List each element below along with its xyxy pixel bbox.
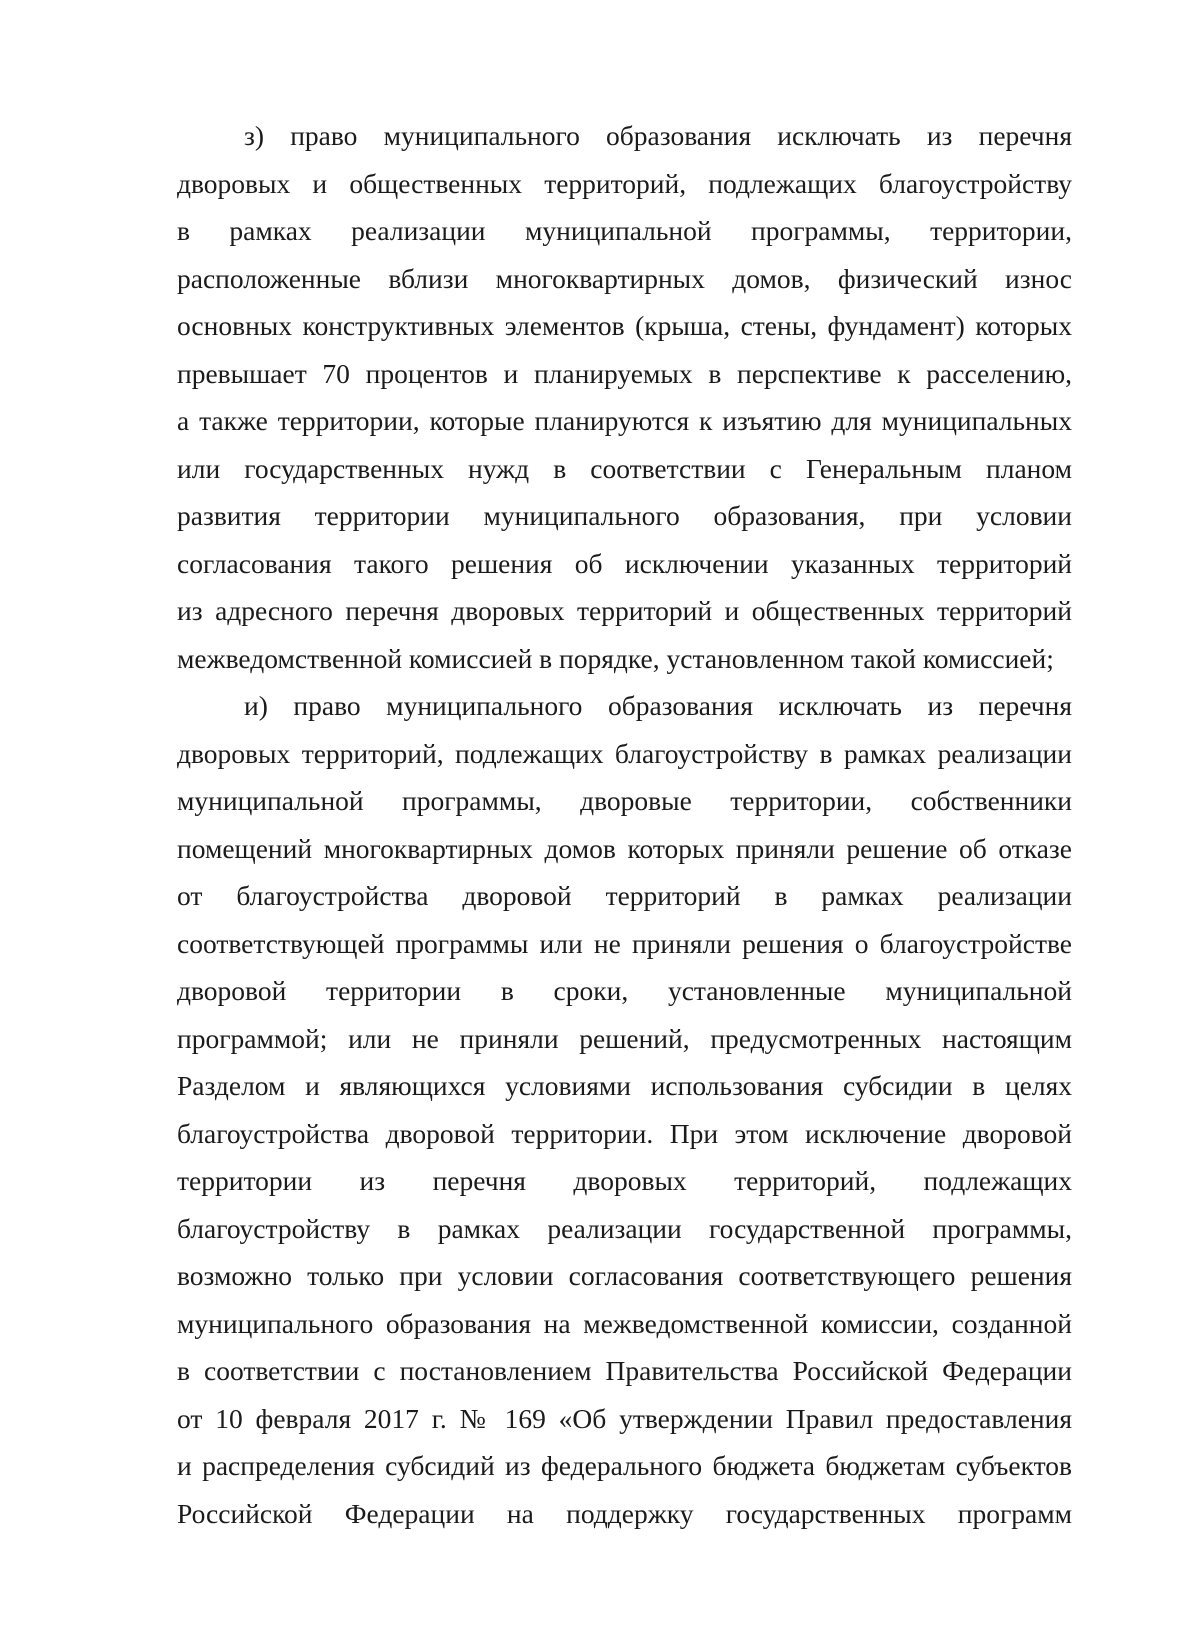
text-line: дворовых и общественных территорий, подлежащих благоустройству <box>177 167 1072 199</box>
paragraph-z <box>177 112 1072 682</box>
text-line: превышает 70 процентов и планируемых в перспективе к расселению, <box>177 357 1072 389</box>
paragraph-i <box>177 682 1072 1537</box>
text-line: от благоустройства дворовой территорий в рамках реализации <box>177 880 1072 911</box>
text-line: от 10 февраля 2017 г. № 169 «Об утверждении Правил предоставления <box>177 1402 1072 1434</box>
text-line: Разделом и являющихся условиями использования субсидии в целях <box>177 1070 1072 1101</box>
text-line: из адресного перечня дворовых территорий и общественных территорий <box>177 595 1072 626</box>
text-line: и распределения субсидий из федерального бюджета бюджетам субъектов <box>177 1450 1072 1481</box>
text-line: расположенные вблизи многоквартирных домов, физический износ <box>177 262 1072 294</box>
text-line: развития территории муниципального образования, при условии <box>177 500 1072 531</box>
text-line: в соответствии с постановлением Правительства Российской Федерации <box>177 1355 1072 1386</box>
text-line: благоустройства дворовой территории. При этом исключение дворовой <box>177 1117 1072 1149</box>
text-line: межведомственной комиссией в порядке, установленном такой комиссией; <box>177 642 1054 674</box>
text-line: согласования такого решения об исключении указанных территорий <box>177 547 1072 579</box>
text-line: и) право муниципального образования исключать из перечня <box>244 690 1072 721</box>
text-line: соответствующей программы или не приняли решения о благоустройстве <box>177 927 1072 959</box>
document-body <box>177 112 1072 1537</box>
text-line: в рамках реализации муниципальной программы, территории, <box>177 215 1072 246</box>
text-line: муниципальной программы, дворовые территории, собственники <box>177 785 1072 816</box>
text-line: или государственных нужд в соответствии с Генеральным планом <box>177 452 1072 484</box>
text-line: территории из перечня дворовых территорий, подлежащих <box>177 1165 1072 1196</box>
text-line: программой; или не приняли решений, предусмотренных настоящим <box>177 1022 1072 1054</box>
text-line: а также территории, которые планируются к изъятию для муниципальных <box>177 405 1072 436</box>
text-line: помещений многоквартирных домов которых приняли решение об отказе <box>177 832 1072 864</box>
text-line: возможно только при условии согласования соответствующего решения <box>177 1260 1072 1291</box>
text-line: основных конструктивных элементов (крыша, стены, фундамент) которых <box>177 310 1072 341</box>
text-line: дворовой территории в сроки, установленные муниципальной <box>177 975 1072 1006</box>
text-line: муниципального образования на межведомственной комиссии, созданной <box>177 1307 1072 1339</box>
text-line: дворовых территорий, подлежащих благоустройству в рамках реализации <box>177 737 1072 769</box>
text-line: благоустройству в рамках реализации государственной программы, <box>177 1212 1072 1244</box>
text-line: з) право муниципального образования исключать из перечня <box>244 120 1072 151</box>
text-line: Российской Федерации на поддержку государственных программ <box>177 1497 1072 1529</box>
